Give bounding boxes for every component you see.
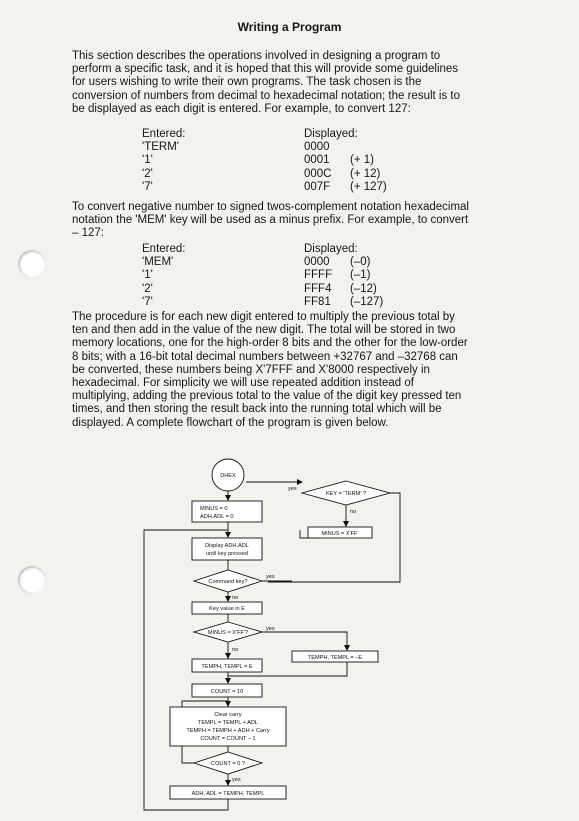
displayed-cell: 000C (304, 167, 332, 180)
displayed-cell: 007F (304, 180, 331, 193)
note-cell: (–12) (350, 282, 377, 295)
displayed-cell: FF81 (304, 295, 331, 308)
intro-paragraph: This section describes the operations involved in designing a program to perform a specific task, and it is hoped that this will provide some guidelines for users wishing to write their own programs. The task chosen is the conversion of numbers from decimal to hexadecimal notation; the result is to be displayed as each digit is entered. For example, to convert 127: (72, 50, 460, 115)
minus-decision-label: MINUS = X'FF'? (207, 630, 249, 636)
header-displayed: Displayed: (304, 243, 358, 255)
displayed-cell: 0000 (304, 141, 330, 154)
no-label: no (232, 595, 239, 601)
displayed-cell: 0000 (304, 256, 330, 269)
display-line-1: Display ADH,ADL (205, 543, 249, 549)
start-label: DHEX (220, 473, 236, 479)
no-label: no (232, 647, 239, 653)
loop-line-4: COUNT = COUNT – 1 (200, 736, 256, 742)
loop-line-3: TEMPH = TEMPH + ADH + Carry (186, 728, 270, 734)
entered-cell: 'TERM' (142, 141, 179, 154)
header-entered: Entered: (142, 243, 186, 255)
note-cell: (–0) (350, 256, 371, 269)
entered-cell: '2' (142, 167, 153, 180)
displayed-cell: FFF4 (304, 282, 332, 295)
header-displayed: Displayed: (304, 128, 358, 140)
entered-cell: '7' (142, 295, 153, 308)
note-cell: (+ 12) (350, 167, 381, 180)
entered-cell: '7' (142, 180, 153, 193)
display-line-2: until key pressed (206, 551, 248, 557)
note-cell: (–127) (350, 295, 384, 308)
temp-negate-label: TEMPH, TEMPL = –E (307, 655, 363, 661)
loop-line-2: TEMPL = TEMPL + ADL (197, 720, 259, 726)
temp-assign-label: TEMPH, TEMPL = E (201, 664, 253, 670)
key-value-label: Key value in E (209, 606, 245, 612)
minus-set-label: MINUS = X'FF' (321, 531, 359, 537)
init-line-1: MINUS = 0 (200, 506, 228, 512)
store-result-label: ADH, ADL = TEMPH, TEMPL (191, 791, 265, 797)
note-cell: (–1) (350, 269, 371, 282)
yes-label: yes (288, 486, 297, 492)
page-title: Writing a Program (237, 20, 342, 34)
procedure-paragraph: The procedure is for each new digit entered to multiply the previous total by ten and then add in the value of the new digit. The total will be stored in two memory locations, one for the high-order 8 bits and the other for the low-order 8 bits; with a 16-bit total decimal numbers between +32767 and –32768 can be converted, these numbers being X'7FFF and X'8000 respectively in hexadecimal. For simplicity we will use repeated addition instead of multiplying, adding the previous total to the value of the digit key pressed ten times, and then storing the result back into the running total which will be displayed. A complete flowchart of the program is given below. (72, 311, 468, 429)
yes-label: yes (266, 574, 275, 580)
displayed-cell: FFFF (304, 269, 333, 282)
command-key-label: Command key? (208, 579, 248, 585)
entered-cell: '2' (142, 282, 153, 295)
yes-label: yes (232, 777, 241, 783)
term-key-label: KEY = 'TERM' ? (325, 491, 367, 497)
entered-cell: '1' (142, 269, 153, 282)
count-init-label: COUNT = 10 (210, 689, 244, 695)
entered-cell: 'MEM' (142, 256, 174, 269)
yes-label: yes (266, 626, 275, 632)
header-entered: Entered: (142, 128, 186, 140)
count-decision-label: COUNT = 0 ? (211, 761, 245, 767)
loop-line-1: Clear carry (214, 712, 242, 718)
init-line-2: ADH,ADL = 0 (200, 514, 234, 520)
displayed-cell: 0001 (304, 154, 330, 167)
entered-cell: '1' (142, 154, 153, 167)
negative-intro-paragraph: To convert negative number to signed twos-complement notation hexadecimal notation the 'MEM' key will be used as a minus prefix. For example, to convert – 127: (72, 201, 469, 240)
note-cell: (+ 127) (350, 180, 387, 193)
no-label: no (350, 509, 357, 515)
note-cell: (+ 1) (350, 154, 374, 167)
